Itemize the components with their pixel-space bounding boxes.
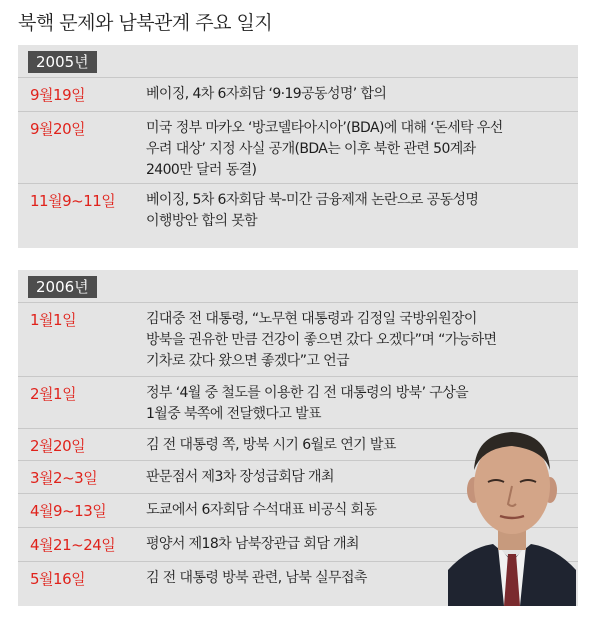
event-date: 9월20일	[30, 120, 86, 138]
event-date: 3월2~3일	[30, 469, 98, 487]
portrait-illustration	[448, 420, 576, 606]
event-text: 평양서 제18차 남북장관급 회담 개최	[146, 536, 359, 552]
event-row	[18, 302, 578, 377]
event-row	[18, 77, 578, 112]
event-text: 베이징, 5차 6자회담 북-미간 금융제재 논란으로 공동성명 이행방안 합의 못함	[146, 192, 479, 229]
event-date: 4월21~24일	[30, 536, 116, 554]
event-text: 미국 정부 마카오 ‘방코델타아시아’(BDA)에 대해 ‘돈세탁 우선 우려 대상’ 지정 사실 공개(BDA는 이후 북한 관련 50계좌 2400만 달러 동결)	[146, 120, 503, 178]
year-badge: 2005년	[28, 51, 97, 73]
event-row	[18, 111, 578, 184]
portrait-photo	[448, 420, 576, 606]
event-text: 김 전 대통령 방북 관련, 남북 실무접촉	[146, 570, 367, 586]
event-text: 베이징, 4차 6자회담 ‘9·19공동성명’ 합의	[146, 86, 387, 102]
event-date: 4월9~13일	[30, 502, 107, 520]
event-text: 김대중 전 대통령, “노무현 대통령과 김정일 국방위원장이 방북을 권유한 만큼 건강이 좋으면 갔다 오겠다”며 “가능하면 기차로 갔다 왔으면 좋겠다”고 언급	[146, 311, 497, 369]
event-date: 11월9~11일	[30, 192, 116, 210]
event-text: 판문점서 제3차 장성급회담 개최	[146, 469, 334, 485]
event-date: 5월16일	[30, 570, 86, 588]
event-row	[18, 183, 578, 249]
event-date: 1월1일	[30, 311, 77, 329]
event-text: 김 전 대통령 쪽, 방북 시기 6월로 연기 발표	[146, 437, 396, 453]
event-date: 2월20일	[30, 437, 86, 455]
page-title: 북핵 문제와 남북관계 주요 일지	[18, 12, 273, 34]
event-text: 도쿄에서 6자회담 수석대표 비공식 회동	[146, 502, 377, 518]
event-date: 2월1일	[30, 385, 77, 403]
event-text: 정부 ‘4월 중 철도를 이용한 김 전 대통령의 방북’ 구상을 1월중 북쪽에 전달했다고 발표	[146, 385, 469, 422]
event-date: 9월19일	[30, 86, 86, 104]
year-badge: 2006년	[28, 276, 97, 298]
section-2005	[18, 45, 578, 248]
